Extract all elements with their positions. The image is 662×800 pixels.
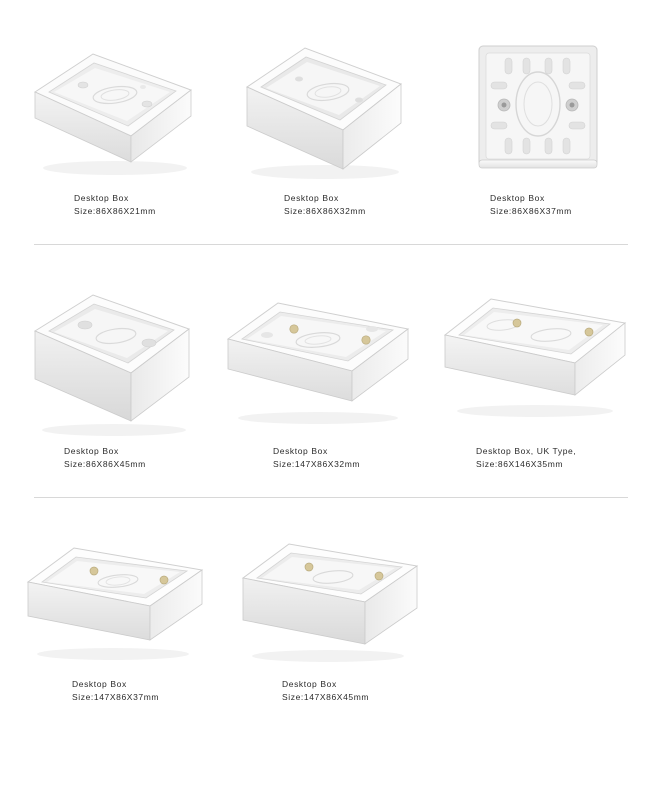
product-size: Size:147X86X32mm — [273, 459, 361, 469]
product-title: Desktop Box — [64, 446, 119, 456]
product-image-86x86x32 — [218, 22, 428, 192]
product-title: Desktop Box — [72, 679, 127, 689]
product-caption-147x86x45 — [282, 678, 440, 704]
product-row-2 — [0, 245, 662, 471]
product-title: Desktop Box — [490, 193, 545, 203]
product-image-uk-86x146x35 — [424, 275, 649, 445]
product-cell-147x86x37 — [10, 528, 220, 704]
product-caption-86x86x37 — [490, 192, 648, 218]
product-title: Desktop Box — [74, 193, 129, 203]
box-illustration-deep-square — [19, 283, 199, 438]
product-size: Size:86X86X45mm — [64, 459, 146, 469]
product-size: Size:86X86X37mm — [490, 206, 572, 216]
product-image-147x86x45 — [220, 528, 440, 678]
product-cell-86x86x32 — [218, 22, 428, 218]
product-cell-86x86x37 — [428, 22, 648, 218]
product-cell-147x86x32 — [211, 275, 424, 471]
product-cell-147x86x45 — [220, 528, 440, 704]
product-row-1 — [0, 0, 662, 218]
box-illustration-rect-45 — [233, 528, 428, 678]
product-size: Size:147X86X45mm — [282, 692, 370, 702]
product-title: Desktop Box — [284, 193, 339, 203]
box-illustration-medium-square — [233, 32, 413, 182]
product-caption-147x86x37 — [72, 678, 220, 704]
product-image-86x86x37 — [428, 22, 648, 192]
product-caption-86x86x21 — [74, 192, 218, 218]
box-illustration-rect-37 — [18, 528, 213, 678]
product-cell-86x86x21 — [8, 22, 218, 218]
product-row-3 — [0, 498, 662, 704]
product-caption-86x86x45 — [64, 445, 211, 471]
product-image-86x86x21 — [8, 22, 218, 192]
product-size: Size:147X86X37mm — [72, 692, 160, 702]
product-caption-uk-86x146x35 — [476, 445, 649, 471]
product-caption-86x86x32 — [284, 192, 428, 218]
box-illustration-topdown-square — [463, 32, 613, 182]
box-illustration-shallow-square — [23, 32, 203, 182]
product-title: Desktop Box, UK Type, — [476, 446, 577, 456]
product-size: Size:86X86X21mm — [74, 206, 156, 216]
product-image-86x86x45 — [6, 275, 211, 445]
product-cell-86x86x45 — [6, 275, 211, 471]
box-illustration-rect-32 — [220, 283, 415, 438]
product-title: Desktop Box — [282, 679, 337, 689]
box-illustration-uk-rect — [439, 283, 634, 438]
product-cell-uk-86x146x35 — [424, 275, 649, 471]
product-size: Size:86X86X32mm — [284, 206, 366, 216]
product-image-147x86x32 — [211, 275, 424, 445]
product-size: Size:86X146X35mm — [476, 459, 564, 469]
product-title: Desktop Box — [273, 446, 328, 456]
product-image-147x86x37 — [10, 528, 220, 678]
product-caption-147x86x32 — [273, 445, 424, 471]
